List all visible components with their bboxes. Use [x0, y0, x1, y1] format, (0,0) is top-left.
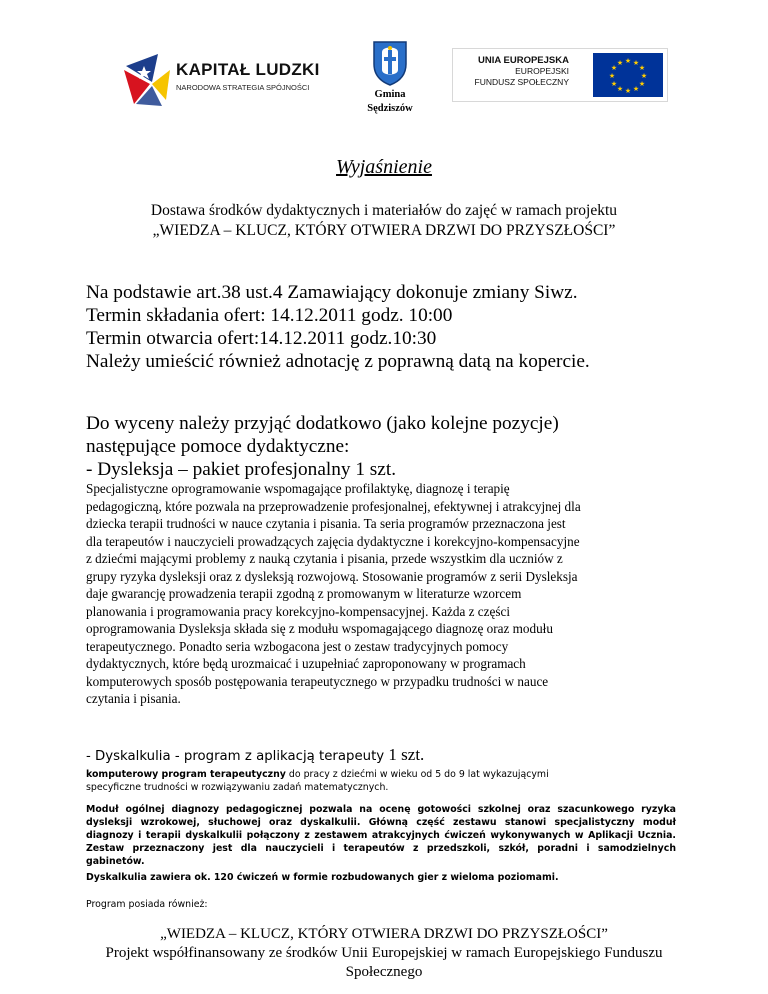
svg-text:★: ★ [638, 80, 646, 88]
additional-line2: następujące pomoce dydaktyczne: [86, 436, 350, 457]
dysleksja-desc-line: grupy ryzyka dysleksji oraz z dysleksją rozwojową. Stosowanie programów z serii Dysleksja [86, 568, 578, 584]
dysleksja-desc-line: pedagogiczną, które pozwala na przeprowadzenie profesjonalnej, efektywnej i atrakcyjnej dla [86, 498, 581, 514]
additional-line3: - Dysleksja – pakiet profesjonalny 1 szt. [86, 459, 397, 480]
dysleksja-description [86, 480, 700, 708]
document-title: Wyjaśnienie [336, 156, 432, 178]
dysleksja-desc-line: daje gwarancję prowadzenia terapii zgodną z promowanym w literaturze wzorcem [86, 586, 522, 601]
eu-line3: FUNDUSZ SPOŁECZNY [474, 77, 569, 87]
dyskalkulia-intro-line2: specyficzne trudności w rozwiązywaniu zadań matematycznych. [86, 782, 389, 793]
dysleksja-desc-line: komputerowych sposób postępowania terapeutycznego w przypadku trudności w nauce [86, 673, 549, 689]
svg-text:★: ★ [640, 72, 648, 80]
svg-text:★: ★ [624, 57, 632, 65]
kapital-ludzki-title: KAPITAŁ LUDZKI [176, 60, 320, 79]
coat-of-arms-icon [372, 40, 408, 86]
additional-line1: Do wyceny należy przyjąć dodatkowo (jako kolejne pozycje) [86, 413, 559, 434]
svg-text:★: ★ [610, 64, 618, 72]
changes-line1: Na podstawie art.38 ust.4 Zamawiający dokonuje zmiany Siwz. [86, 282, 578, 303]
kapital-ludzki-logo [122, 52, 332, 112]
dyskalkulia-heading-text: - Dyskalkulia - program z aplikacją terapeuty [86, 749, 385, 764]
kapital-ludzki-subtitle: NARODOWA STRATEGIA SPÓJNOŚCI [176, 83, 310, 92]
dyskalkulia-program-also: Program posiada również: [86, 899, 208, 910]
footer-line1: „WIEDZA – KLUCZ, KTÓRY OTWIERA DRZWI DO PRZYSZŁOŚCI” [160, 926, 608, 942]
dysleksja-desc-line: dziecka terapii trudności w nauce czytania i pisania. Ta seria programów przeznaczona jest [86, 516, 566, 531]
dysleksja-desc-line: oprogramowania Dysleksja składa się z modułu wspomagającego diagnozę oraz modułu [86, 621, 553, 636]
dysleksja-desc-line: terapeutycznego. Ponadto seria wzbogacona jest o zestaw tradycyjnych pomocy [86, 638, 509, 654]
intro-paragraph [0, 201, 768, 241]
svg-text:★: ★ [616, 59, 624, 67]
dysleksja-desc-line: Specjalistyczne oprogramowanie wspomagające profilaktykę, diagnozę i terapię [86, 481, 510, 496]
intro-line1: Dostawa środków dydaktycznych i materiałów do zajęć w ramach projektu [150, 202, 618, 219]
dyskalkulia-intro [86, 768, 676, 794]
dyskalkulia-heading [86, 745, 700, 767]
changes-line4: Należy umieścić również adnotację z poprawną datą na kopercie. [86, 351, 590, 372]
additional-items-block [86, 412, 746, 481]
changes-line3: Termin otwarcia ofert:14.12.2011 godz.10:30 [86, 328, 437, 349]
changes-line2: Termin składania ofert: 14.12.2011 godz. 10:00 [86, 305, 453, 326]
dyskalkulia-exercises: Dyskalkulia zawiera ok. 120 ćwiczeń w formie rozbudowanych gier z wieloma poziomami. [86, 872, 559, 883]
eu-line1: UNIA EUROPEJSKA [478, 55, 569, 66]
dyskalkulia-quantity: 1 szt. [388, 745, 425, 764]
intro-line2: „WIEDZA – KLUCZ, KTÓRY OTWIERA DRZWI DO PRZYSZŁOŚCI” [152, 222, 616, 239]
gmina-line1: Gmina [374, 89, 406, 100]
kapital-ludzki-emblem-icon [122, 52, 172, 108]
gmina-line2: Sędziszów [367, 103, 413, 114]
footer-line2: Projekt współfinansowany ze środków Unii Europejskiej w ramach Europejskiego Funduszu [105, 945, 663, 961]
dyskalkulia-intro-bold: komputerowy program terapeutyczny [86, 769, 286, 780]
dyskalkulia-intro-rest: do pracy z dziećmi w wieku od 5 do 9 lat wykazującymi [285, 769, 549, 780]
dysleksja-desc-line: z dziećmi mającymi problemy z nauką czytania i pisania, przede wszystkim dla uczniów z [86, 551, 563, 566]
dysleksja-desc-line: dla terapeutów i nauczycieli prowadzących zajęcia dydaktyczne i korekcyjno-kompensacyjne [86, 533, 580, 549]
svg-text:★: ★ [608, 72, 616, 80]
page-header [0, 0, 768, 140]
svg-text:★: ★ [624, 87, 632, 95]
eu-text [475, 55, 569, 88]
dysleksja-desc-line: czytania i pisania. [86, 691, 181, 706]
eu-flag-icon [593, 53, 663, 97]
eu-logo [452, 48, 668, 102]
svg-text:★: ★ [610, 80, 618, 88]
page-footer [0, 925, 768, 982]
footer-line3: Społecznego [345, 964, 423, 980]
svg-text:★: ★ [638, 64, 646, 72]
svg-text:★: ★ [632, 59, 640, 67]
eu-line2: EUROPEJSKI [515, 66, 569, 76]
svg-text:★: ★ [616, 85, 624, 93]
gmina-crest-logo [355, 40, 425, 140]
changes-block [86, 281, 746, 373]
dysleksja-desc-line: planowania i programowania pracy korekcyjno-kompensacyjnej. Każda z części [86, 603, 511, 619]
gmina-label [355, 88, 425, 116]
svg-text:★: ★ [632, 85, 640, 93]
dysleksja-desc-line: dydaktycznych, które będą urozmaicać i uzupełniać zaproponowany w programach [86, 656, 526, 671]
dyskalkulia-modul-paragraph: Moduł ogólnej diagnozy pedagogicznej pozwala na ocenę gotowości szkolnej oraz szacunkowego ryzyka dysleksji wzrokowej, słuchowej oraz dyskalkulii. Główną część zestawu stanowi specjalistyczny moduł diagnozy i terapii dyskalkulii połączony z zestawem atrakcyjnych ćwiczeń wykonywanych w Aplikacji Ucznia. Zestaw przeznaczony jest dla nauczycieli i terapeutów z przedszkoli, szkół, poradni i samodzielnych gabinetów. [86, 804, 676, 867]
